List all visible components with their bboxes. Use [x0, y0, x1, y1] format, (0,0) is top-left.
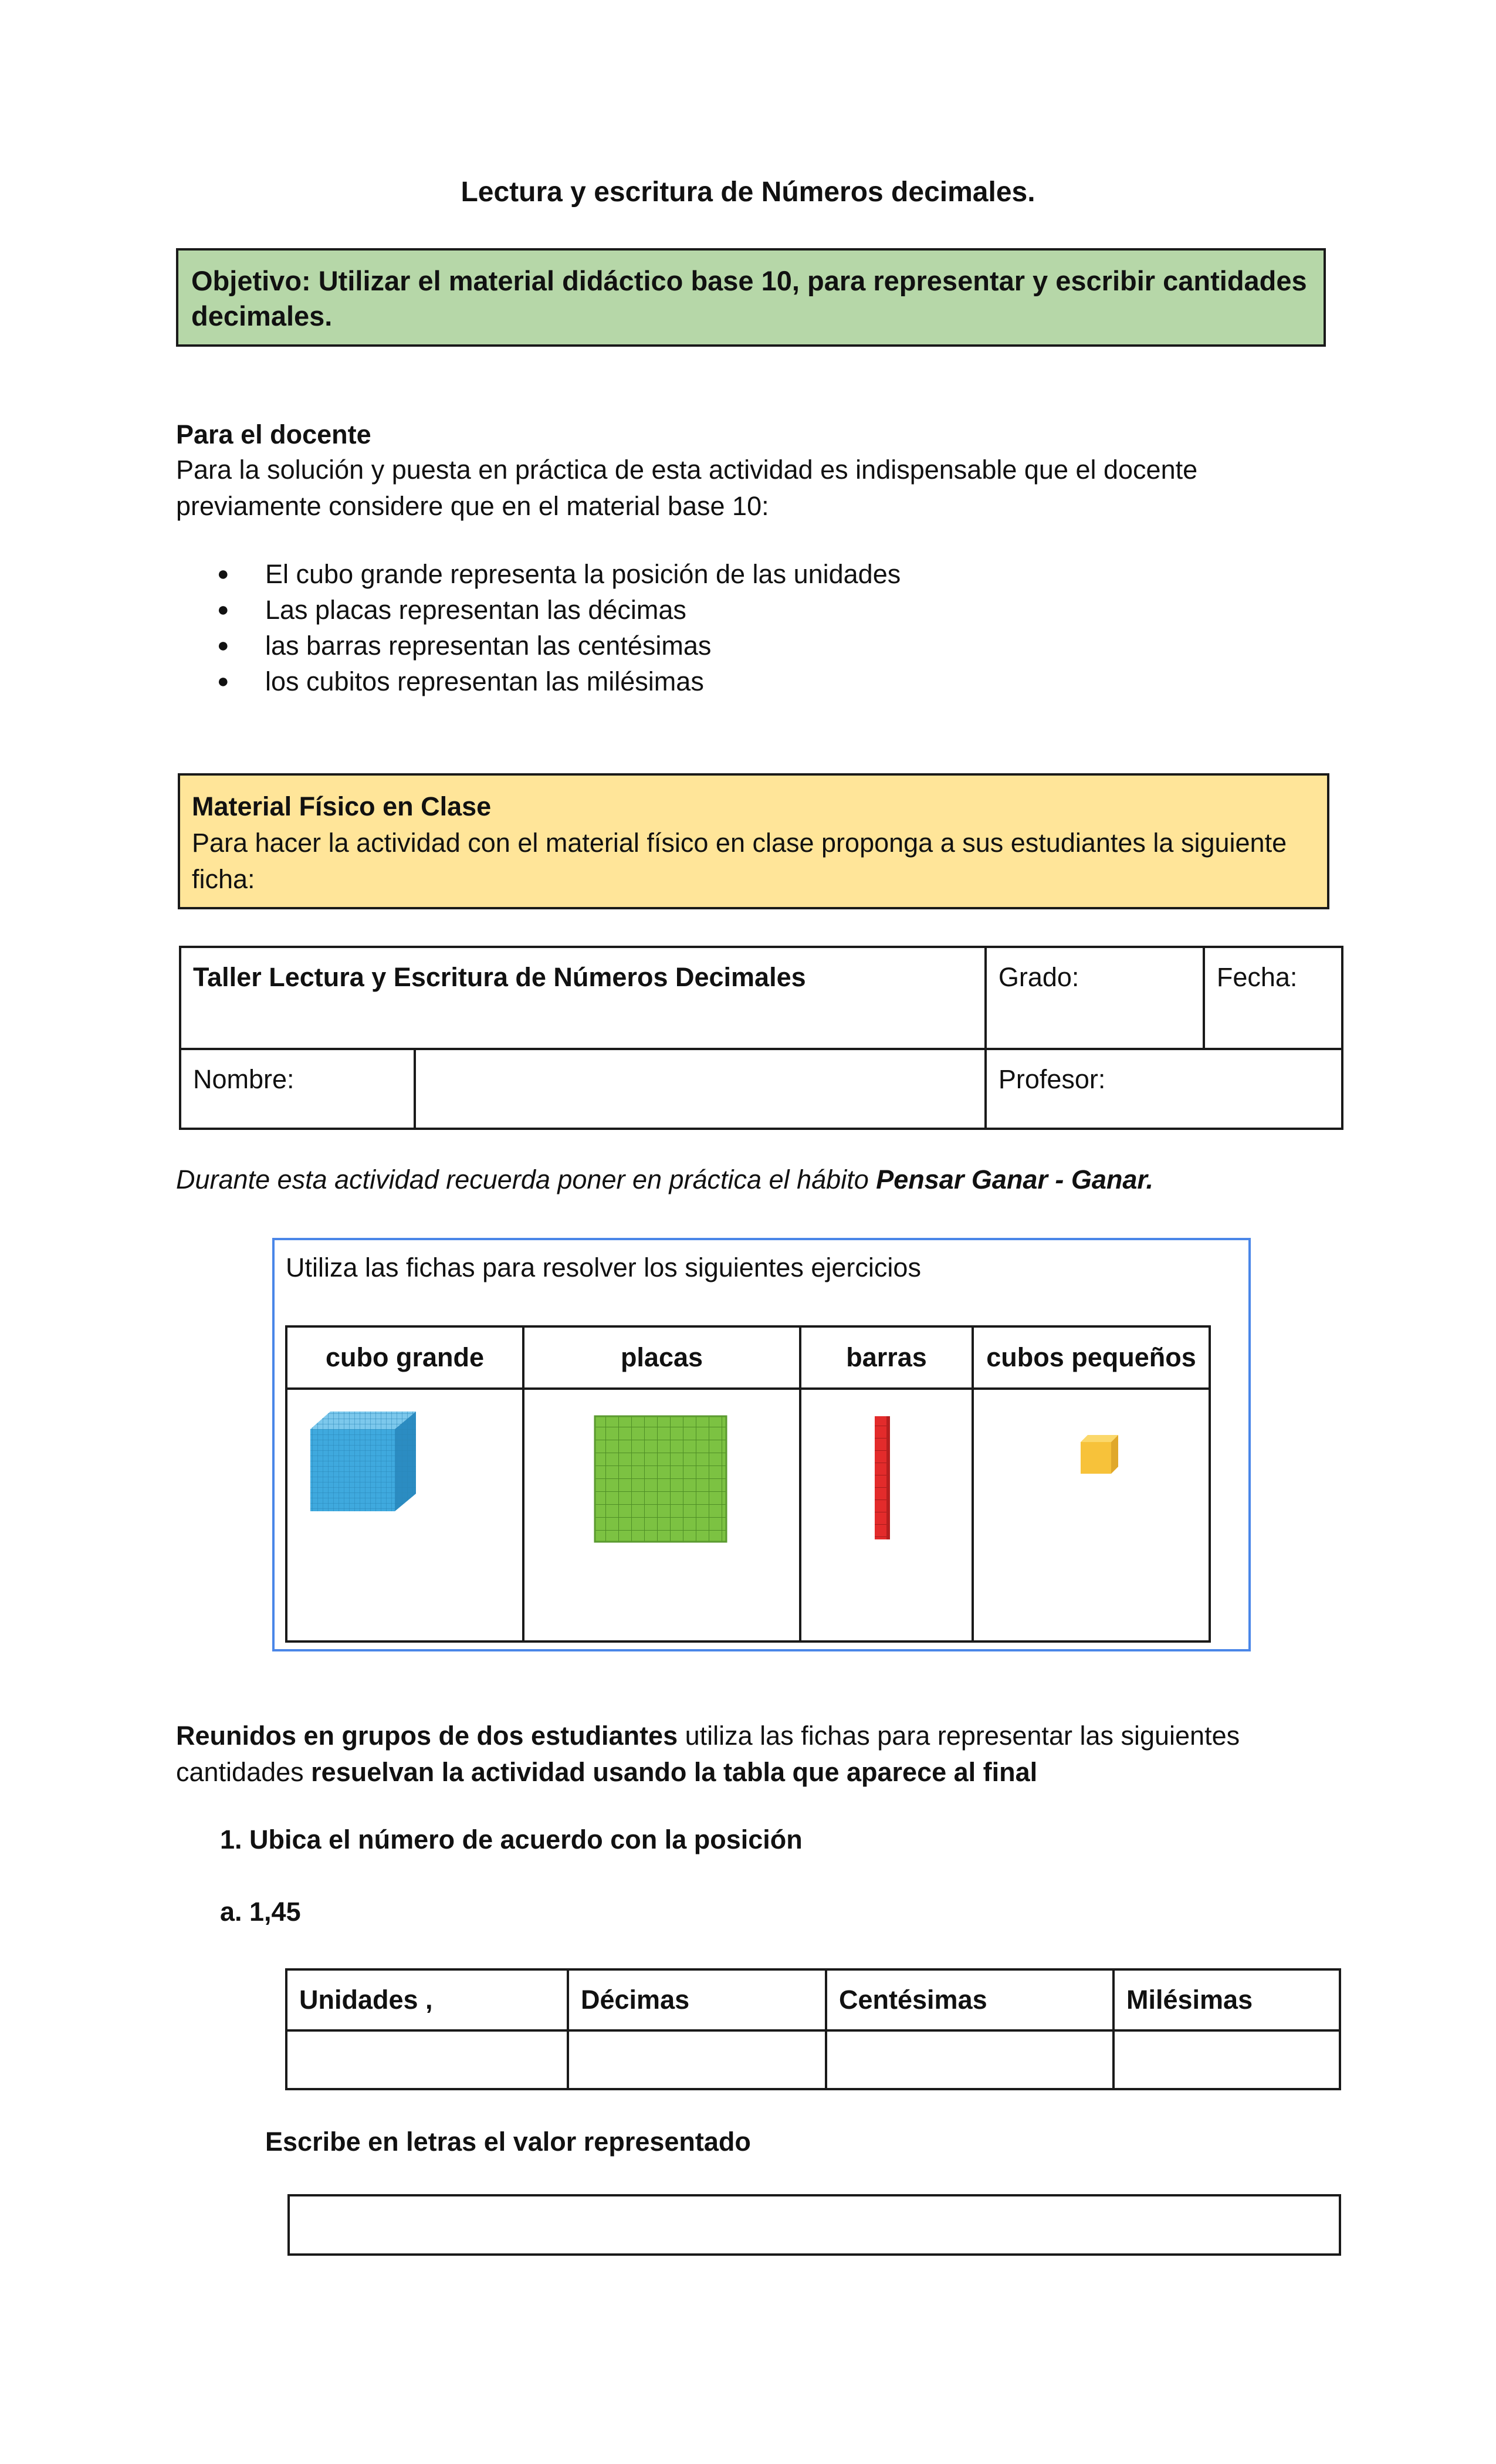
list-item: ● los cubitos representan las milésimas: [217, 664, 901, 699]
reunidos-text: utiliza las fichas para representar las siguientes cantidades: [176, 1721, 1240, 1787]
habit-line: [176, 1165, 1153, 1195]
reunidos-bold-2: resuelvan la actividad usando la tabla que aparece al final: [311, 1757, 1038, 1787]
input-centesimas[interactable]: [826, 2030, 1113, 2089]
nombre-input-cell[interactable]: [415, 1049, 986, 1129]
material-bullet-list: [217, 556, 901, 699]
header-placas: placas: [523, 1326, 800, 1389]
item-a: a. 1,45: [220, 1897, 301, 1927]
write-prompt: Escribe en letras el valor representado: [265, 2127, 751, 2157]
nombre-label-cell: Nombre:: [180, 1049, 415, 1129]
objective-box: Objetivo: Utilizar el material didáctico base 10, para representar y escribir cantidades decimales.: [176, 248, 1326, 347]
header-cubo-grande: cubo grande: [286, 1326, 523, 1389]
material-text: Para hacer la actividad con el material físico en clase proponga a sus estudiantes la siguiente ficha:: [192, 828, 1287, 894]
reunidos-bold-1: Reunidos en grupos de dos estudiantes: [176, 1721, 678, 1751]
profesor-cell[interactable]: Profesor:: [986, 1049, 1342, 1129]
plate-icon: [593, 1414, 730, 1546]
plate-cell: [523, 1389, 800, 1641]
docente-paragraph: Para la solución y puesta en práctica de esta actividad es indispensable que el docente previamente considere que en el material base 10:: [176, 455, 1198, 521]
reunidos-paragraph: [176, 1718, 1338, 1791]
big-cube-icon: [307, 1408, 424, 1519]
material-box: [178, 773, 1329, 909]
write-answer-box[interactable]: [287, 2194, 1341, 2256]
list-item: ● Las placas representan las décimas: [217, 592, 901, 628]
question-1: 1. Ubica el número de acuerdo con la posición: [220, 1825, 803, 1854]
input-milesimas[interactable]: [1113, 2030, 1340, 2089]
material-heading: Material Físico en Clase: [192, 791, 492, 821]
header-cubos-pequenos: cubos pequeños: [973, 1326, 1210, 1389]
fecha-cell[interactable]: Fecha:: [1204, 947, 1342, 1049]
fichas-intro: Utiliza las fichas para resolver los siguientes ejercicios: [286, 1253, 921, 1282]
header-barras: barras: [800, 1326, 973, 1389]
input-decimas[interactable]: [568, 2030, 826, 2089]
bar-icon: [871, 1414, 895, 1543]
habit-bold: Pensar Ganar - Ganar.: [876, 1165, 1153, 1194]
small-cube-cell: [973, 1389, 1210, 1641]
page-title: Lectura y escritura de Números decimales.: [461, 177, 1035, 208]
docente-heading: Para el docente: [176, 419, 371, 449]
header-decimas: Décimas: [568, 1969, 826, 2030]
header-unidades: Unidades ,: [286, 1969, 568, 2030]
grado-cell[interactable]: Grado:: [986, 947, 1204, 1049]
fichas-table: [285, 1325, 1211, 1643]
input-unidades[interactable]: [286, 2030, 568, 2089]
cube-big-cell: [286, 1389, 523, 1641]
position-table: [285, 1968, 1341, 2090]
habit-prefix: Durante esta actividad recuerda poner en práctica el hábito: [176, 1165, 876, 1194]
taller-title-cell: Taller Lectura y Escritura de Números Decimales: [180, 947, 986, 1049]
bar-cell: [800, 1389, 973, 1641]
header-centesimas: Centésimas: [826, 1969, 1113, 2030]
worksheet-header-table: [179, 946, 1343, 1130]
list-item: ● El cubo grande representa la posición de las unidades: [217, 556, 901, 592]
small-cube-icon: [1077, 1431, 1124, 1478]
list-item: ● las barras representan las centésimas: [217, 628, 901, 664]
header-milesimas: Milésimas: [1113, 1969, 1340, 2030]
